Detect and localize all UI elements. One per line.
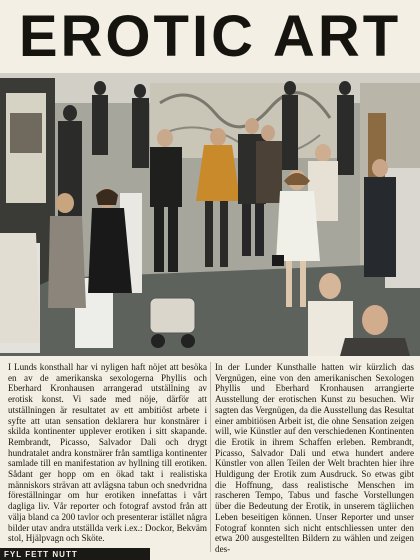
- article-swedish: I Lunds konsthall har vi nyligen haft nöjet att besöka en av de amerikanska sexologerna Phyllis och Eberhard Kronhausen arrangerad utställning av erotisk konst. Vi sade med nöje, därför att utställningen är resultatet av ett ambitiöst arbete i syfte att utan sensation deklarera hur konstnärer i skilda kontinenter upplever erotiken i sitt skapande. Rembrandt, Picasso, Salvador Dali och drygt hundratalet andra konstnärer från samtliga kontinenter samlade till en manifestation av hyllning till erotiken. Sådant ger hopp om en ökad takt i realistiska människors strävan att avlägsna tabun och snedvridna föreställningar om hur erotiken innefattas i vårt dagliga liv. Vår reporter och fotograf avstod från att välja bland ca 200 tavlor och presenterar istället några bilder utav andra utställda verk i.ex.: Dockor, Bekväm stol, Hjälpvagn och Sköte.: [8, 362, 207, 544]
- exhibition-photo: [0, 73, 420, 356]
- article-german: In der Lunder Kunsthalle hatten wir kürzlich das Vergnügen, eine von den amerikanischen Sexologen Phyllis und Eberhard Kronhausen arrangierte Ausstellung der erotischen Kunst zu besuchen. Wir sagten das Vergnügen, da die Ausstellung das Resultat einer ambitiösen Arbeit ist, die ohne Sensation zeigen will, wie Künstler auf den verschiedenen Kontinenten die Erotik in ihrem Schaffen erleben. Rembrandt, Picasso, Salvador Dali und etwa hundert andere Künstler von allen Teilen der Welt brachten hier ihre Huldigung der Erotik zum Ausdruck. So etwas gibt die Hoffnung, dass realistische Menschen im rascheren Tempo, Tabus und fasche Vorstellungen über die Bedeutung der Erotik, in unserem tägliichen Leben beseitigen können. Unser Reporter und unser Fotograf konnten sich nicht entschliessen unter den etwa 200 ausgestellten Bildern zu wählen und zeigen des-: [215, 362, 414, 554]
- column-rule: [210, 362, 211, 552]
- bottom-strip-text: FYL FETT NUTT: [4, 550, 78, 559]
- bottom-strip: [0, 548, 150, 560]
- headline: EROTIC ART: [18, 4, 402, 69]
